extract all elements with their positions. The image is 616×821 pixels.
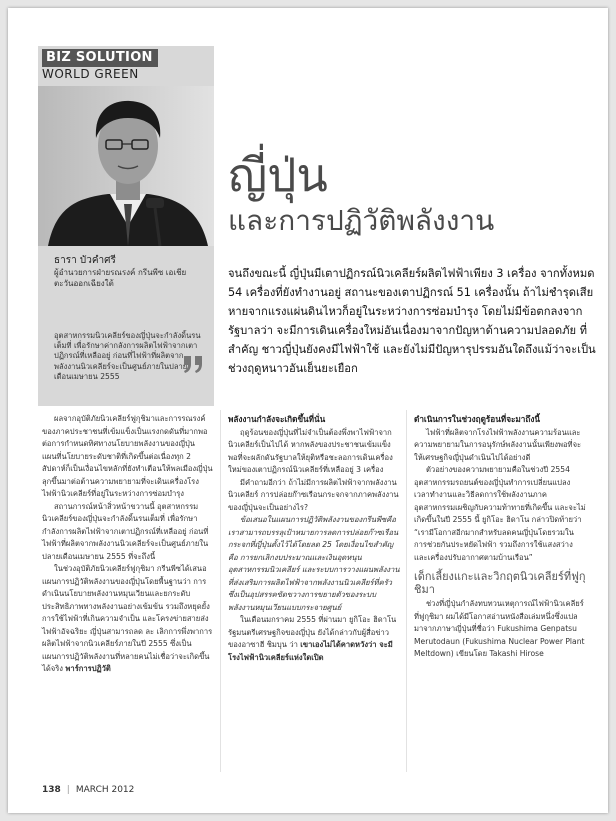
body-column-2 bbox=[228, 413, 400, 664]
body-column-3 bbox=[414, 413, 586, 661]
column-divider bbox=[220, 410, 221, 772]
pullquote: อุตสาหกรรมนิวเคลียร์ของญี่ปุ่นจะกำลังดิ้นรนเต็มที่ เพื่อรักษาค่ากลังการผลิตไฟฟ้าจากเตาปฏิกรณ์ที่เหลืออยู่ ก่อนที่ไฟฟ้าที่ผลิตจากพลังงานนิวเคลียร์จะเป็นศูนย์ภายในปลายเดือนเมษายน 2555 bbox=[54, 331, 201, 381]
header-band bbox=[8, 8, 608, 46]
intro-paragraph: จนถึงขณะนี้ ญี่ปุ่นมีเตาปฏิกรณ์นิวเคลียร์ผลิตไฟฟ้าเพียง 3 เครื่อง จากทั้งหมด 54 เครื่องที่ยังทำงานอยู่ สถานะของเตาปฏิกรณ์ 51 เครื่องนั้น ถ้าไม่ชำรุดเสียหายจากแรงแผ่นดินไหวก็อยู่ในระหว่างการซ่อมบำรุง โดยไม่มีข้อตกลงจากรัฐบาลว่า จะมีการเดินเครื่องใหม่อันเนื่องมาจากปัญหาด้านความปลอดภัย ที่สำคัญ ชาวญี่ปุ่นยังคงมีไฟฟ้าใช้ และยังไม่มีปัญหารุปรรมอันใดถึงแม้ว่าจะเป็นช่วงฤดูหนาวอันเย็นยะเยือก bbox=[228, 267, 596, 375]
body-paragraph: ข้อเสนอในแผนการปฏิวัติพลังงานของกรีนพีซคือ เราสามารถบรรลุเป้าหมายการลดการปล่อยก๊าซเรือนกระจกที่ญี่ปุ่นตั้งไว้ได้โดยลด 25 โดยเงื่อนไขสำคัญคือ การยกเลิกงบประมาณและเงินอุดหนุนอุตสาหกรรมนิวเคลียร์ และระบบการวางแผนพลังงานที่ส่งเสริมการผลิตไฟฟ้าจากพลังงานนิวเคลียร์ที่ครัว ซึ่งเป็นอุปสรรคขัดขวางการขยายตัวของระบบพลังงานหมุนเวียนแบบกระจายศูนย์ bbox=[228, 515, 400, 612]
portrait-image bbox=[38, 86, 214, 246]
section-tag: BIZ SOLUTION bbox=[42, 49, 158, 67]
magazine-page bbox=[8, 8, 608, 813]
body-text: ในเดือนมกราคม 2555 ที่ผ่านมา ยูกิโอะ ฮิดาโน รัฐมนตรีเศรษฐกิจของญี่ปุ่น ยังได้กล่าวกับผู้สื่อข่าวของอาซาฮี ชิมบุน ว่า bbox=[228, 615, 397, 649]
body-paragraph: ผลจากอุบัติภัยนิวเคลียร์ฟูกุชิมาและการรณรงค์ของภาคประชาชนที่เข้มแข็งเป็นแรงกดดันที่มากพอ ต่อการกำหนดทิศทางนโยบายพลังงานของญี่ปุ่น แผนที่นโยบายระดับชาติที่เกิดขึ้นต่อเนื่องทุก 2 สัปดาห์ก็เป็นเงื่อนไขหลักที่ยังทำเตือนให้พลเมืองญี่ปุ่นลุกขึ้นมาต่อต้านความพยายามที่จะเดินเครื่องโรงไฟฟ้านิวเคลียร์ที่อยู่ในระหว่างการซ่อมบำรุง bbox=[42, 414, 213, 498]
author-title: ผู้อำนวยการฝ่ายรณรงค์ กรีนพีซ เอเชียตะวันออกเฉียงใต้ bbox=[54, 268, 187, 288]
body-bold-text: เขาเองไม่ได้คาดหวังว่า จะมีโรงไฟฟ้านิวเคลียร์แห่งใดเปิด bbox=[228, 640, 393, 662]
column-heading: ดำเนินการในช่วงฤดูร้อนที่จะมาถึงนี้ bbox=[414, 414, 540, 424]
page-footer bbox=[42, 784, 134, 796]
section-subtitle: WORLD GREEN bbox=[42, 67, 139, 81]
body-paragraph: ไฟฟ้าที่ผลิตจากโรงไฟฟ้าพลังงานความร้อนและความพยายามในการอนุรักษ์พลังงานนั้นเพียงพอที่จะให้เศรษฐกิจญี่ปุ่นดำเนินไปได้อย่างดี bbox=[414, 427, 582, 462]
body-paragraph bbox=[228, 614, 400, 664]
author-name: ธารา บัวคำศรี bbox=[54, 255, 116, 266]
footer-separator: | bbox=[66, 785, 70, 795]
body-paragraph: มีคำถามอีกว่า ถ้าไม่มีการผลิตไฟฟ้าจากพลังงานนิวเคลียร์ การปล่อยก๊าซเรือนกระจกจากภาคพลังงานของญี่ปุ่นจะเป็นอย่างไร? bbox=[228, 477, 399, 512]
quote-mark-icon bbox=[182, 354, 204, 374]
body-text: ในช่วงอุบัติภัยนิวเคลียร์ฟูกุชิมา กรีนพีซได้เสนอแผนการปฏิวัติพลังงานของญี่ปุ่นโดยพื้นฐานว่า การดำเนินนโยบายพลังงานหมุนเวียนและยกระดับประสิทธิภาพทางพลังงานอย่างเข้มข้น รวมถึงหยุดยั้งการใช้ไฟฟ้าที่เกินความจำเป็น และโครงข่ายสายส่งไฟฟ้าอัจฉริยะ ญี่ปุ่นสามารถลด ละ เลิกการพึ่งพาการผลิตไฟฟ้าจากนิวเคลียร์ภายในปี 2555 ซึ่งเป็นแผนการปฏิวัติพลังงานที่หลายคนไม่เชื่อว่าจะเกิดขึ้นได้จริง bbox=[42, 564, 213, 673]
body-paragraph bbox=[42, 563, 214, 676]
article-title: ญี่ปุ่น bbox=[228, 148, 328, 202]
body-bold-text: พาร์การปฏิวัติ bbox=[65, 664, 111, 673]
page-number: 138 bbox=[42, 785, 61, 795]
column-heading: พลังงานกำลังจะเกิดขึ้นที่นั่น bbox=[228, 414, 326, 424]
body-paragraph: ช่วงที่ญี่ปุ่นกำลังทบทวนเหตุการณ์ไฟฟ้านิวเคลียร์ที่ฟูกุชิมา ผมได้มีโอกาสอ่านหนังสือเล่มหนึ่งซึ่งแปลมาจากภาษาญี่ปุ่นที่ชื่อว่า Fukushima Genpatsu Merutodaun (Fukushima Nuclear Power Plant Meltdown) เขียนโดย Takashi Hirose bbox=[414, 599, 585, 658]
body-paragraph: สถานการณ์หน้าสิ่วหน้าขวานนี้ อุตสาหกรรมนิวเคลียร์ของญี่ปุ่นจะกำลังดิ้นรนเต็มที่ เพื่อรักษากำลังการผลิตไฟฟ้าจากเตาปฏิกรณ์ที่เหลืออยู่ ก่อนที่ไฟฟ้าที่ผลิตจากพลังงานนิวเคลียร์จะเป็นศูนย์ภายในปลายเดือนเมษายน 2555 ที่จะถึงนี้ bbox=[42, 501, 209, 561]
body-paragraph: ตัวอย่างของความพยายามคือในช่วงปี 2554 อุตสาหกรรมรถยนต์ของญี่ปุ่นทำการเปลี่ยนแปลงเวลาทำงานและวิธีลดการใช้พลังงานภาคอุตสาหกรรมเผชิญกับความท้าทายที่เกิดขึ้น และจะไม่เกิดขึ้นในปี 2555 นี้ ยูกิโอะ ฮิดาโน กล่าวปิดท้ายว่า “เรามีโอกาสอีกมากสำหรับลดคนญี่ปุ่นโดยรวมในการช่วยกันประหยัดไฟฟ้า รวมถึงการใช้แสงสว่างและเครื่องปรับอากาศตามบ้านเรือน” bbox=[414, 465, 586, 562]
body-column-1 bbox=[42, 413, 214, 676]
article-subtitle: และการปฏิวัติพลังงาน bbox=[228, 204, 495, 237]
column-subheading: เด็กเลี้ยงแกะและวิกฤตนิวเคลียร์ที่ฟูกุชิมา bbox=[414, 570, 586, 596]
issue-date: MARCH 2012 bbox=[75, 785, 135, 795]
body-paragraph: ฤดูร้อนของญี่ปุ่นที่ไม่จำเป็นต้องพึ่งพาไฟฟ้าจากนิวเคลียร์เป็นไปได้ หากพลังของประชาชนเข้มแข็งพอที่จะผลักดันรัฐบาลให้ยุติหรือชะลอการเดินเครื่องใหม่ของเตาปฏิกรณ์นิวเคลียร์ที่เหลืออยู่ 3 เครื่อง bbox=[228, 427, 393, 474]
column-divider bbox=[406, 410, 407, 772]
author-portrait bbox=[38, 86, 214, 246]
